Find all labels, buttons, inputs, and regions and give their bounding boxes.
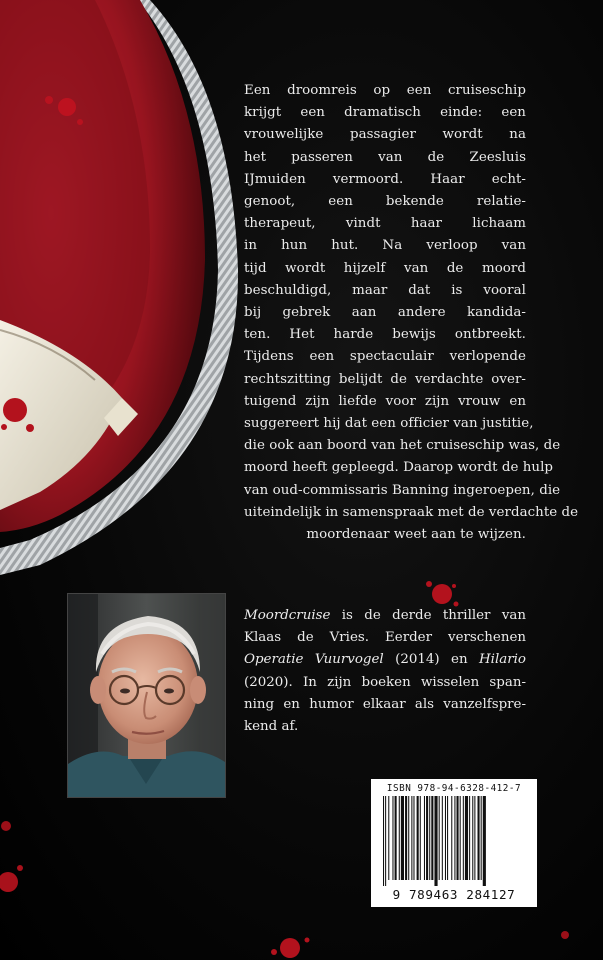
blurb-line: Een droomreis op een cruiseschip — [244, 83, 526, 98]
barcode-bar — [442, 796, 443, 880]
isbn-label: ISBN 978-94-6328-412-7 — [386, 783, 522, 794]
blurb-line: die ook aan boord van het cruiseschip was, de — [244, 438, 561, 454]
barcode-bar — [408, 796, 409, 880]
barcode-bar — [445, 796, 446, 880]
barcode-bar — [395, 796, 397, 880]
barcode-bar — [474, 796, 475, 880]
barcode-bar — [385, 796, 386, 886]
barcode-bar — [388, 796, 389, 880]
back-cover-blurb — [244, 80, 579, 546]
blurb-line: het passeren van de Zeesluis — [244, 149, 526, 165]
barcode-bar — [451, 796, 452, 880]
isbn-barcode — [371, 779, 537, 907]
barcode-bar — [411, 796, 412, 880]
barcode-bar — [392, 796, 393, 880]
barcode-bar — [469, 796, 470, 880]
book-title: Hilario — [479, 652, 526, 668]
author-photo — [68, 594, 225, 797]
barcode-bar — [399, 796, 400, 880]
barcode-bar — [424, 796, 425, 880]
blurb-line: genoot, een bekende relatie- — [244, 194, 526, 210]
barcode-bar — [463, 796, 464, 880]
blurb-line: krijgt een dramatisch einde: een — [244, 105, 526, 121]
blurb-line: beschuldigd, maar dat is vooral — [244, 282, 526, 298]
barcode-bar — [457, 796, 459, 880]
blurb-line: uiteindelijk in samenspraak met de verdachte de — [244, 504, 579, 520]
barcode-bar — [383, 796, 384, 886]
blurb-line: IJmuiden vermoord. Haar echt- — [244, 171, 526, 187]
barcode-bar — [401, 796, 404, 880]
barcode-digits: 9 789463 284127 — [392, 887, 516, 902]
blurb-line: van oud-commissaris Banning ingeroepen, die — [244, 482, 561, 498]
barcode-bar — [431, 796, 433, 880]
bio-line: Moordcruise is de derde thriller van — [244, 608, 526, 623]
book-title: Moordcruise — [244, 608, 331, 623]
blurb-line: ten. Het harde bewijs ontbreekt. — [244, 327, 526, 343]
barcode-bars — [381, 796, 527, 886]
barcode-bar — [420, 796, 421, 880]
blurb-line: suggereert hij dat een officier van justitie, — [244, 416, 534, 432]
barcode-bar — [439, 796, 440, 880]
barcode-bar — [472, 796, 473, 880]
blurb-line: bij gebrek aan andere kandida- — [244, 305, 526, 321]
blurb-line: Tijdens een spectaculair verlopende — [244, 349, 526, 365]
blurb-line: moord heeft gepleegd. Daarop wordt de hulp — [244, 460, 554, 476]
barcode-bar — [483, 796, 486, 886]
blood-splatter — [0, 818, 16, 834]
bio-line: (2020). In zijn boeken wisselen span- — [244, 674, 526, 690]
blood-splatter — [0, 860, 28, 900]
barcode-bar — [478, 796, 480, 880]
blurb-line: rechtszitting belijdt de verdachte over- — [244, 371, 526, 387]
blood-splatter — [260, 930, 320, 960]
barcode-bar — [413, 796, 414, 880]
blurb-line: in hun hut. Na verloop van — [244, 238, 526, 254]
barcode-bar — [405, 796, 407, 880]
blurb-line: therapeut, vindt haar lichaam — [244, 216, 526, 232]
barcode-bar — [417, 796, 419, 880]
bio-line: Klaas de Vries. Eerder verschenen — [244, 630, 526, 646]
barcode-bar — [434, 796, 437, 886]
author-bio — [244, 605, 526, 738]
blurb-line: moordenaar weet aan te wijzen. — [306, 527, 526, 543]
barcode-bar — [454, 796, 455, 880]
barcode-bar — [426, 796, 428, 880]
blurb-line: vrouwelijke passagier wordt na — [244, 127, 526, 143]
blurb-line: tuigend zijn liefde voor zijn vrouw en — [244, 393, 526, 409]
barcode-bar — [460, 796, 461, 880]
barcode-bar — [447, 796, 448, 880]
bio-line: kend af. — [244, 719, 299, 735]
barcode-bar — [465, 796, 468, 880]
barcode-bar — [481, 796, 482, 880]
blurb-line: tijd wordt hijzelf van de moord — [244, 260, 526, 276]
book-title: Operatie Vuurvogel — [244, 652, 384, 668]
bio-line: ning en humor elkaar als vanzelfspre- — [244, 696, 526, 712]
bio-line: Operatie Vuurvogel (2014) en Hilario — [244, 652, 526, 668]
blood-splatter — [555, 925, 575, 945]
barcode-bar — [429, 796, 430, 880]
